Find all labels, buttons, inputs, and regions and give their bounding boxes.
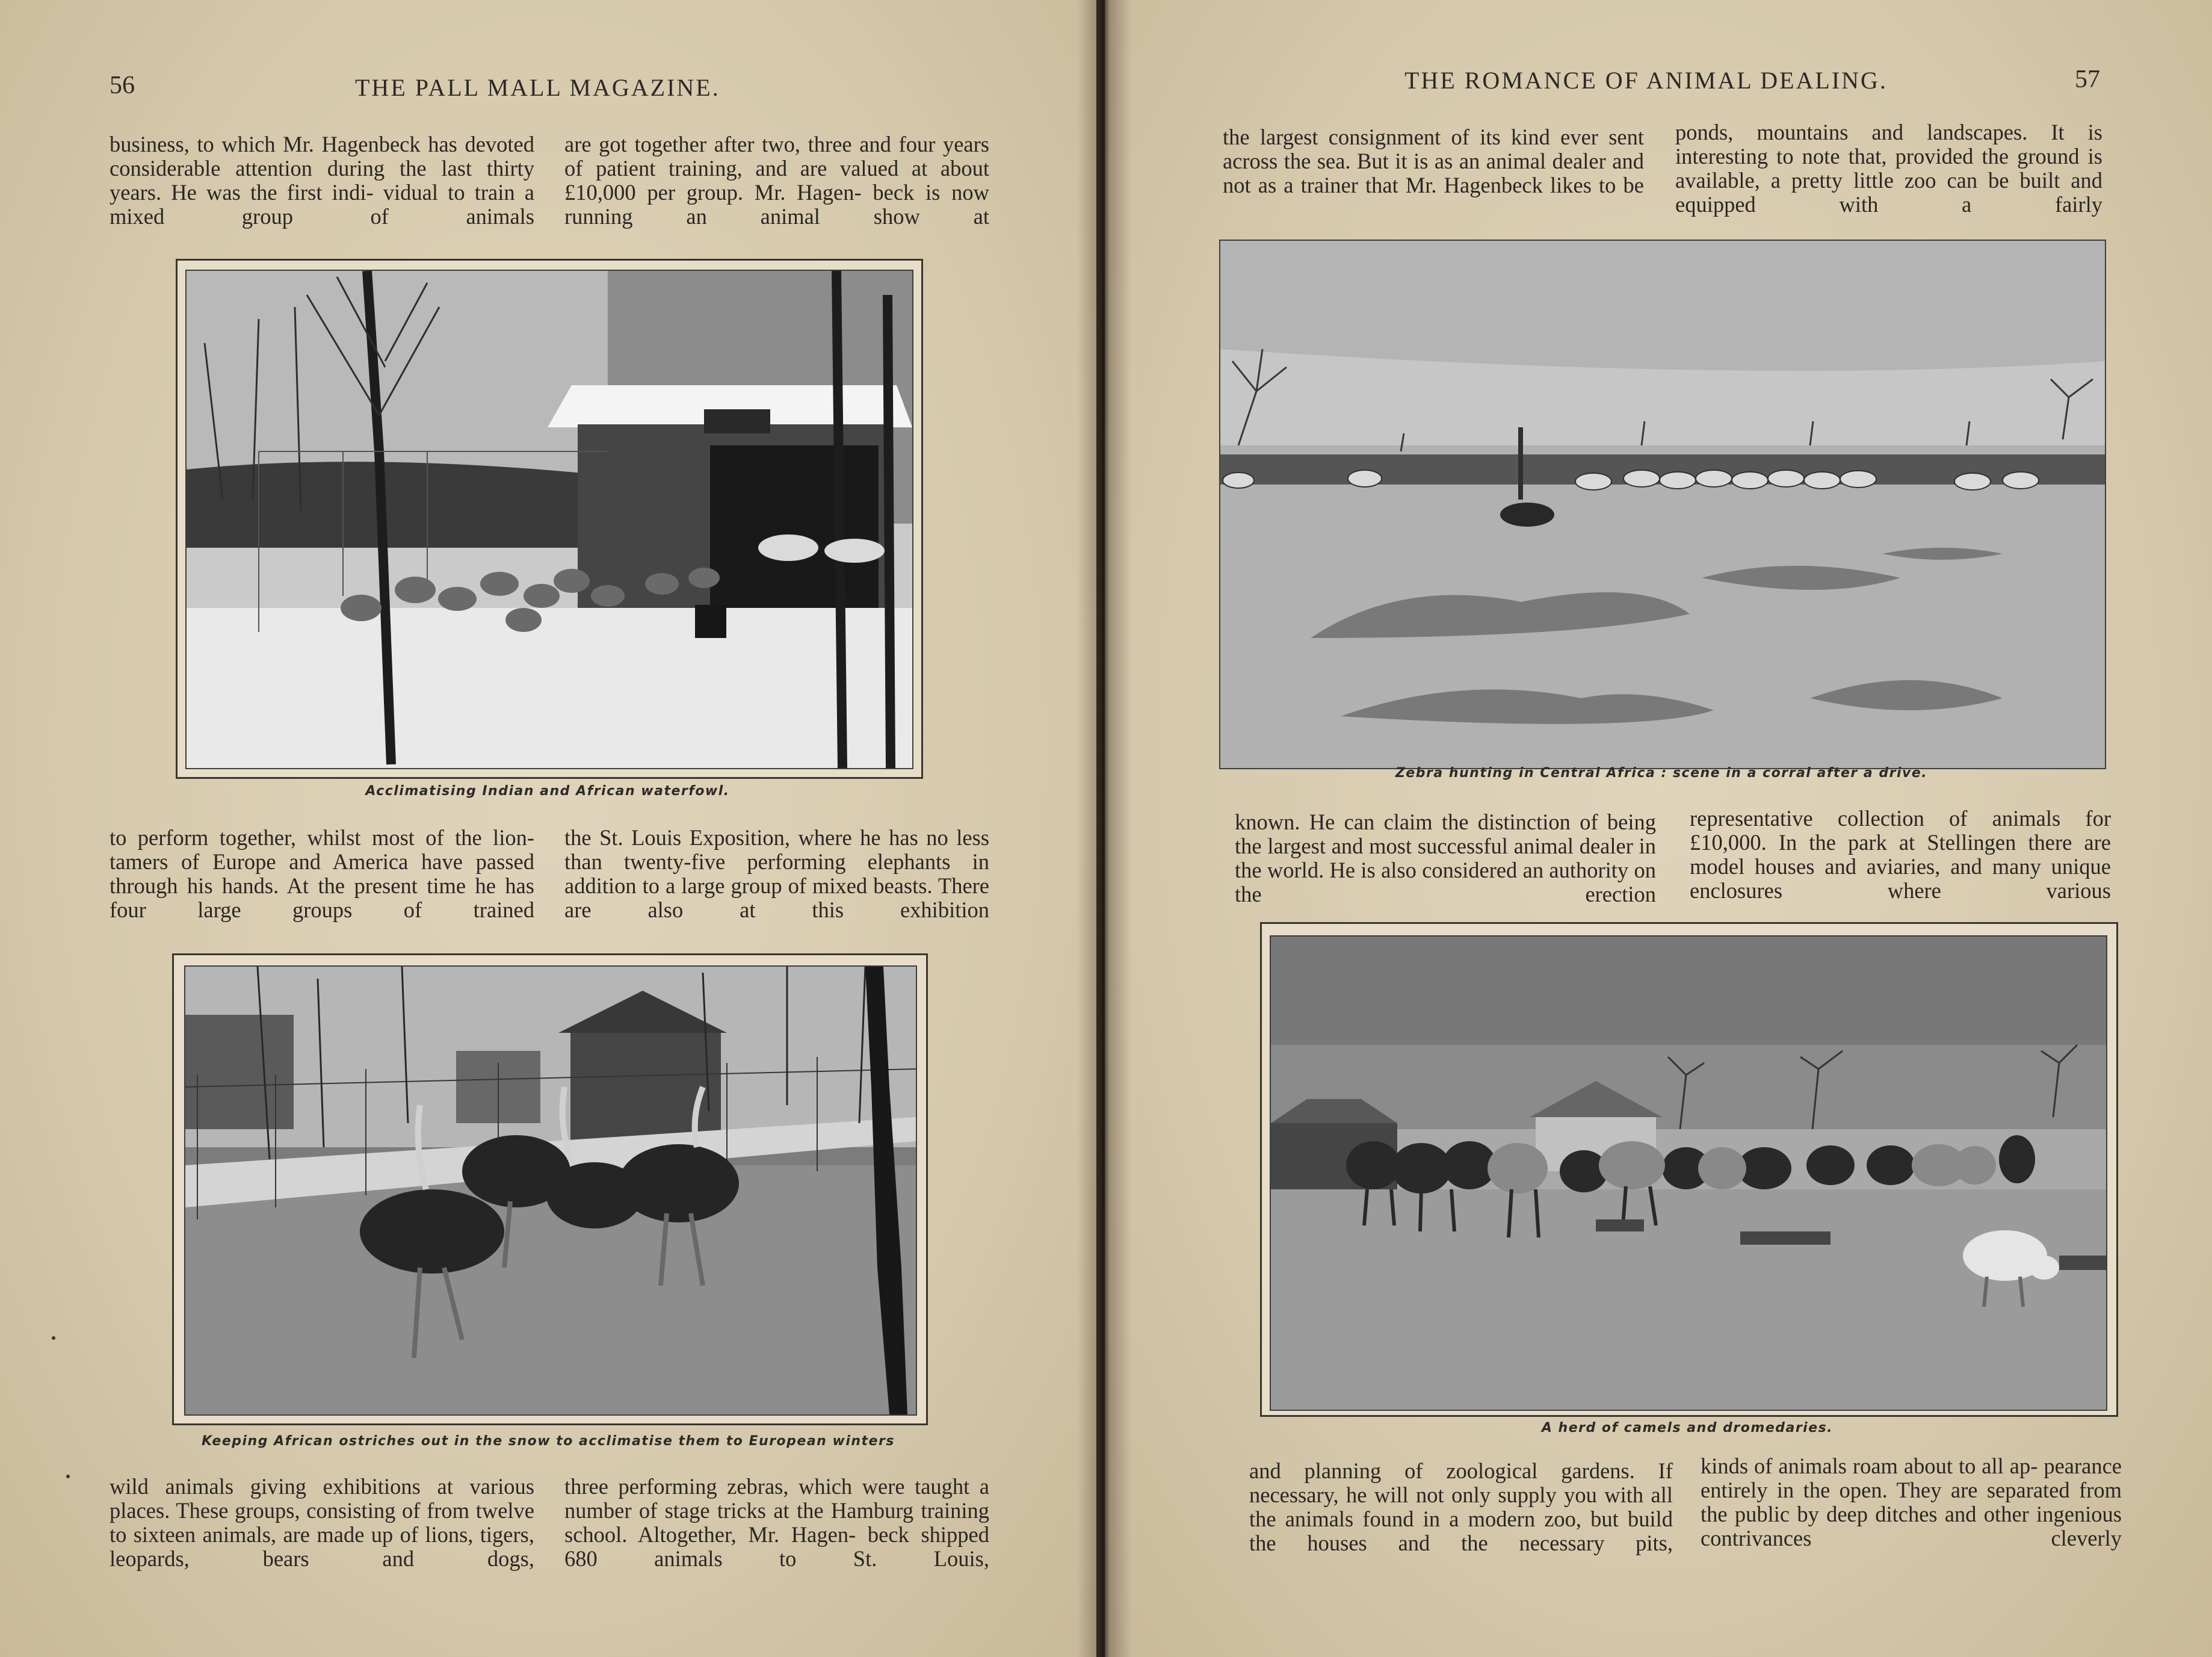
ink-mark: [52, 1336, 55, 1340]
running-head-left: THE PALL MALL MAGAZINE.: [355, 74, 720, 101]
right-bottom-column-1: and planning of zoological gardens. If necessary, he will not only supply you with all the animals found in a modern zoo, but build the houses and the necessary pits,: [1249, 1458, 1673, 1555]
caption-waterfowl: Acclimatising Indian and African waterfowl.: [365, 784, 730, 799]
left-mid-column-2: the St. Louis Exposition, where he has no less than twenty-five performing elephants in addition to a large group of mixed beasts. There are also at this exhibition: [564, 825, 989, 922]
left-mid-column-1: to perform together, whilst most of the lion-tamers of Europe and America have passed through his hands. At the present time he has four large groups of trained: [110, 825, 534, 922]
ink-mark: [66, 1475, 70, 1478]
right-mid-column-2: representative collection of animals for £10,000. In the park at Stellingen there are model houses and aviaries, and many unique enclosures where various: [1690, 806, 2111, 903]
page-number-left: 56: [110, 72, 135, 99]
caption-ostriches: Keeping African ostriches out in the snow to acclimatise them to European winters: [202, 1434, 895, 1449]
left-bottom-column-1: wild animals giving exhibitions at various places. These groups, consisting of from twelve to sixteen animals, are made up of lions, tigers, leopards, bears and dogs,: [110, 1474, 534, 1571]
photo-waterfowl-image: [185, 270, 913, 769]
photo-camels-image: [1270, 935, 2107, 1411]
page-number-right: 57: [2075, 66, 2100, 93]
left-bottom-column-2: three performing zebras, which were taught a number of stage tricks at the Hamburg training school. Altogether, Mr. Hagen- beck shipped 680 animals to St. Louis,: [564, 1474, 989, 1571]
left-top-column-1: business, to which Mr. Hagenbeck has devoted considerable attention during the last thirty years. He was the first indi- vidual to train a mixed group of animals: [110, 132, 534, 229]
photo-zebras-image: [1219, 240, 2106, 769]
caption-zebras: Zebra hunting in Central Africa : scene in a corral after a drive.: [1395, 766, 1928, 781]
right-page: [1105, 0, 2212, 1657]
left-page: [0, 0, 1096, 1657]
running-head-right: THE ROMANCE OF ANIMAL DEALING.: [1404, 67, 1888, 94]
right-bottom-column-2: kinds of animals roam about to all ap- pearance entirely in the open. They are separated from the public by deep ditches and other ingenious contrivances cleverly: [1701, 1454, 2122, 1550]
photo-ostriches-image: [184, 965, 917, 1416]
right-mid-column-1: known. He can claim the distinction of being the largest and most successful animal dealer in the world. He is also considered an authority on the erection: [1235, 810, 1656, 906]
caption-camels: A herd of camels and dromedaries.: [1541, 1420, 1834, 1436]
right-top-column-1: the largest consignment of its kind ever sent across the sea. But it is as an animal dealer and not as a trainer that Mr. Hagenbeck likes to be: [1223, 125, 1644, 197]
left-top-column-2: are got together after two, three and four years of patient training, and are valued at about £10,000 per group. Mr. Hagen- beck is now running an animal show at: [564, 132, 989, 229]
right-top-column-2: ponds, mountains and landscapes. It is interesting to note that, provided the ground is available, a pretty little zoo can be built and equipped with a fairly: [1675, 120, 2102, 217]
